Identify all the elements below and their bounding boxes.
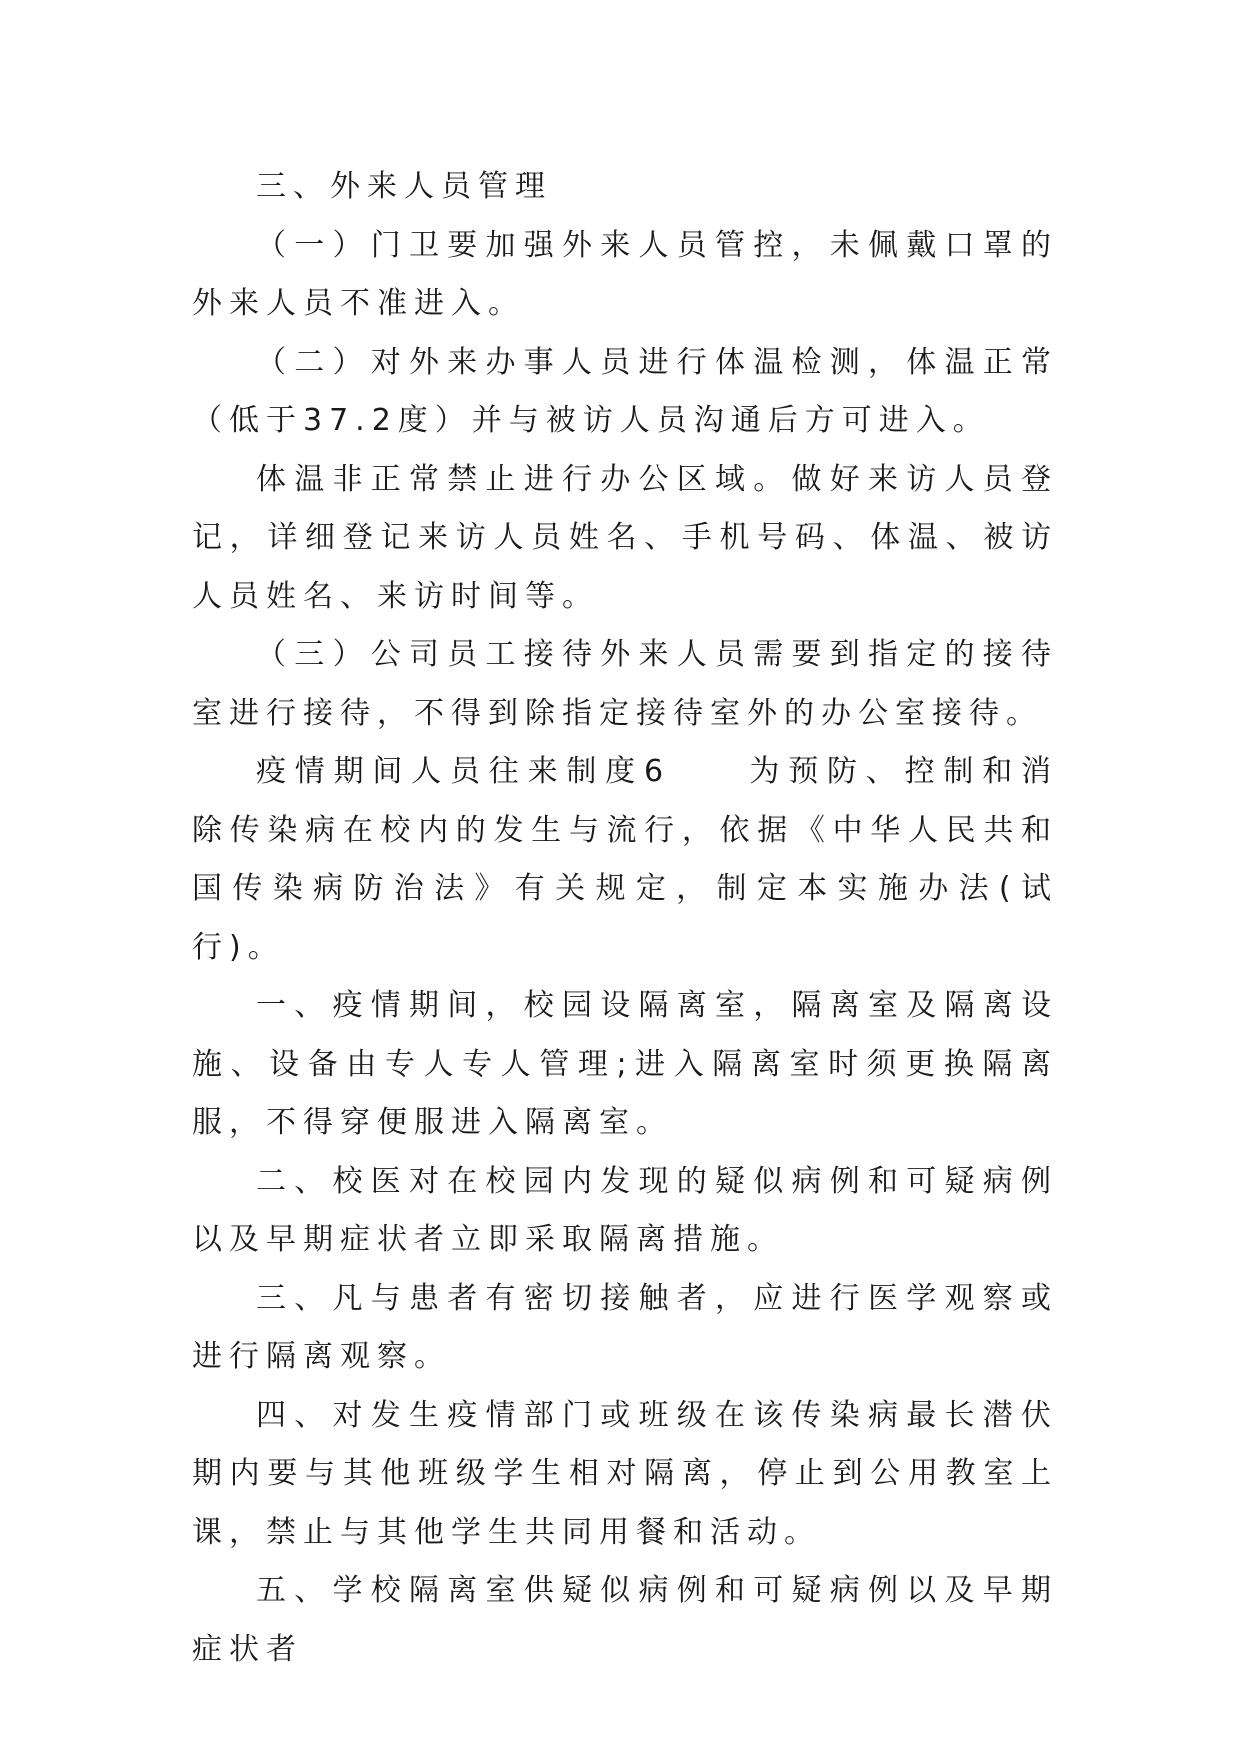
heading-visitor-management: 三、外来人员管理 [256,169,552,204]
paragraph-visitor-registration: 体温非正常禁止进行办公区域。做好来访人员登记，详细登记来访人员姓名、手机号码、体温、被访人员姓名、来访时间等。 [192,461,1058,614]
paragraph-reception-room: （三）公司员工接待外来人员需要到指定的接待室进行接待，不得到除指定接待室外的办公室接待。 [192,637,1058,731]
paragraph-isolation-room-use: 五、学校隔离室供疑似病例和可疑病例以及早期症状者 [192,1573,1058,1667]
paragraph-temperature-check: （二）对外来办事人员进行体温检测，体温正常（低于37.2度）并与被访人员沟通后方可进入。 [192,344,1058,438]
paragraph-gate-control: （一）门卫要加强外来人员管控，未佩戴口罩的外来人员不准进入。 [192,227,1058,321]
paragraph-doctor-isolation: 二、校医对在校园内发现的疑似病例和可疑病例以及早期症状者立即采取隔离措施。 [192,1163,1058,1257]
paragraph-close-contacts: 三、凡与患者有密切接触者，应进行医学观察或进行隔离观察。 [192,1280,1058,1374]
paragraph-class-isolation: 四、对发生疫情部门或班级在该传染病最长潜伏期内要与其他班级学生相对隔离，停止到公用教室上课，禁止与其他学生共同用餐和活动。 [192,1397,1058,1550]
paragraph-system-intro: 疫情期间人员往来制度6 为预防、控制和消除传染病在校内的发生与流行，依据《中华人民共和国传染病防治法》有关规定，制定本实施办法(试行)。 [192,754,1058,965]
document-page [192,158,1058,1679]
paragraph-isolation-room: 一、疫情期间，校园设隔离室，隔离室及隔离设施、设备由专人专人管理;进入隔离室时须更换隔离服，不得穿便服进入隔离室。 [192,988,1058,1140]
